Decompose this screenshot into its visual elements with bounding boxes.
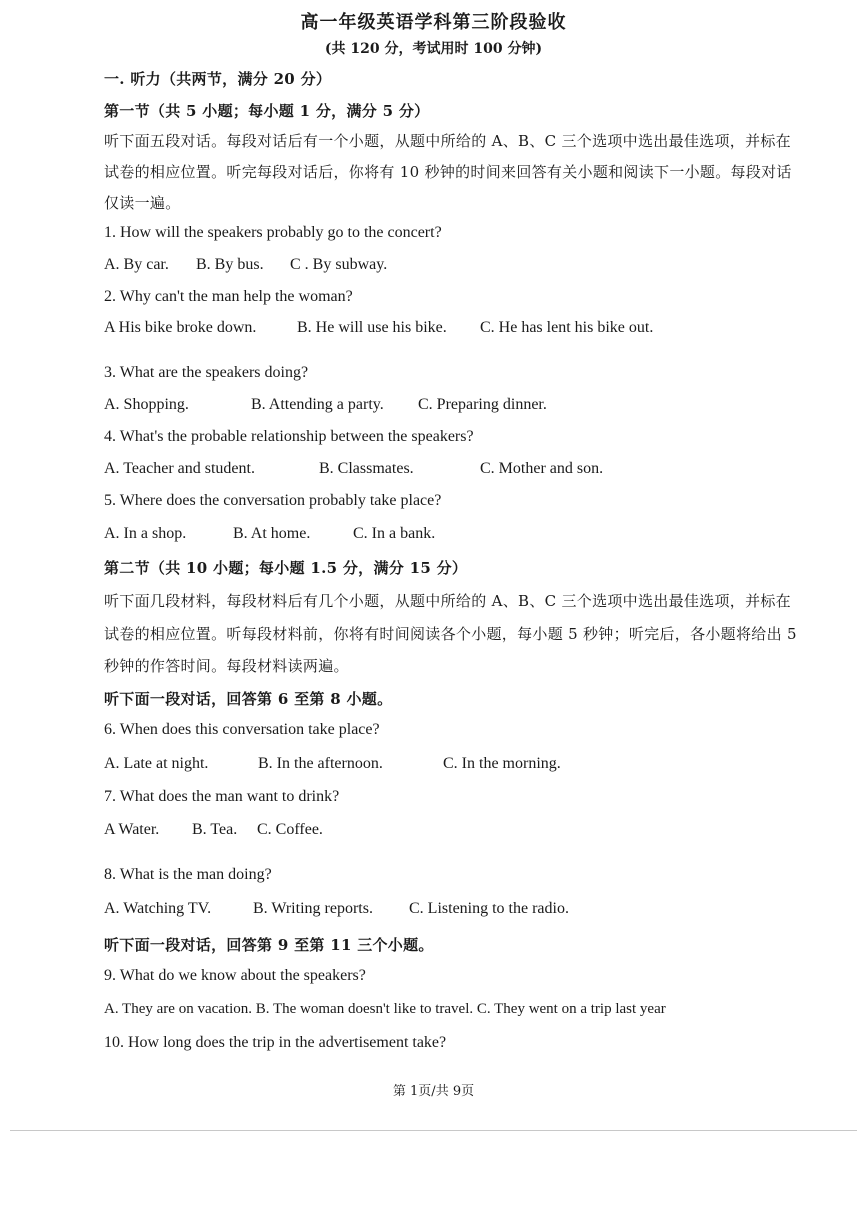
option-b: B. He will use his bike. [297,319,447,336]
section1-instruction-line: 听下面五段对话。每段对话后有一个小题，从题中所给的 A、B、C 三个选项中选出最佳选项，并标在 [104,132,791,150]
question-stem-2: 2. Why can't the man help the woman? [104,288,353,305]
group2-label: 听下面一段对话，回答第 9 至第 11 三个小题。 [104,936,434,954]
page-title: 高一年级英语学科第三阶段验收 [300,12,567,33]
section2-instruction-line: 秒钟的作答时间。每段材料读两遍。 [104,657,349,675]
question-options-1 [104,256,387,274]
option-c: C. In a bank. [353,525,436,542]
question-options-4 [104,460,603,478]
option-c: C . By subway. [290,256,388,273]
question-stem-1: 1. How will the speakers probably go to the concert? [104,224,442,241]
part1-heading: 一. 听力（共两节，满分 20 分） [104,70,332,88]
question-options-2 [104,319,653,337]
question-stem-3: 3. What are the speakers doing? [104,364,309,381]
option-b: B. Classmates. [319,460,414,477]
option-b: B. Attending a party. [251,396,384,413]
option-a: A. Teacher and student. [104,460,255,477]
option-b: B. At home. [233,525,311,542]
option-a: A Water. [104,821,160,838]
question-options-8 [104,900,569,918]
group1-label: 听下面一段对话，回答第 6 至第 8 小题。 [104,690,393,708]
section1-instruction-line: 仅读一遍。 [104,194,181,212]
section1-heading: 第一节（共 5 小题；每小题 1 分，满分 5 分） [104,102,430,120]
question-stem-9: 9. What do we know about the speakers? [104,967,366,984]
option-b: B. Tea. [192,821,238,838]
option-c: C. Mother and son. [480,460,604,477]
option-c: C. He has lent his bike out. [480,319,654,336]
section2-instruction-line: 试卷的相应位置。听每段材料前，你将有时间阅读各个小题，每小题 5 秒钟；听完后，各小题将给出 5 [104,625,797,643]
option-a: A. Shopping. [104,396,189,413]
question-options-5 [104,525,435,543]
page-subtitle: (共 120 分，考试用时 100 分钟) [324,41,543,57]
option-a: A. Watching TV. [104,900,212,917]
question-options-3 [104,396,547,414]
question-stem-4: 4. What's the probable relationship between the speakers? [104,428,474,445]
option-b: B. In the afternoon. [258,755,383,772]
question-options-6 [104,755,561,773]
question-stem-8: 8. What is the man doing? [104,866,272,883]
option-b: B. Writing reports. [253,900,373,917]
page-number: 第 1页/共 9页 [392,1084,475,1099]
option-c: C. Listening to the radio. [409,900,569,917]
option-a: A. Late at night. [104,755,209,772]
question-stem-5: 5. Where does the conversation probably take place? [104,492,442,509]
option-c: C. Coffee. [257,821,323,838]
option-a: A His bike broke down. [104,319,257,336]
question-stem-6: 6. When does this conversation take place? [104,721,380,738]
option-b: B. By bus. [196,256,264,273]
section2-heading: 第二节（共 10 小题；每小题 1.5 分，满分 15 分） [104,559,468,577]
option-c: C. Preparing dinner. [418,396,547,413]
option-a: A. In a shop. [104,525,187,542]
question-stem-10: 10. How long does the trip in the advertisement take? [104,1034,447,1051]
option-a: A. By car. [104,256,169,273]
question-options-7 [104,821,323,839]
section2-instruction-line: 听下面几段材料，每段材料后有几个小题，从题中所给的 A、B、C 三个选项中选出最佳选项，并标在 [104,592,791,610]
section1-instruction-line: 试卷的相应位置。听完每段对话后，你将有 10 秒钟的时间来回答有关小题和阅读下一小题。每段对话 [104,163,792,181]
page-edge-divider [10,1130,857,1131]
option-c: C. In the morning. [443,755,561,772]
question-options-9: A. They are on vacation. B. The woman doesn't like to travel. C. They went on a trip last year [104,1001,666,1017]
question-stem-7: 7. What does the man want to drink? [104,788,340,805]
